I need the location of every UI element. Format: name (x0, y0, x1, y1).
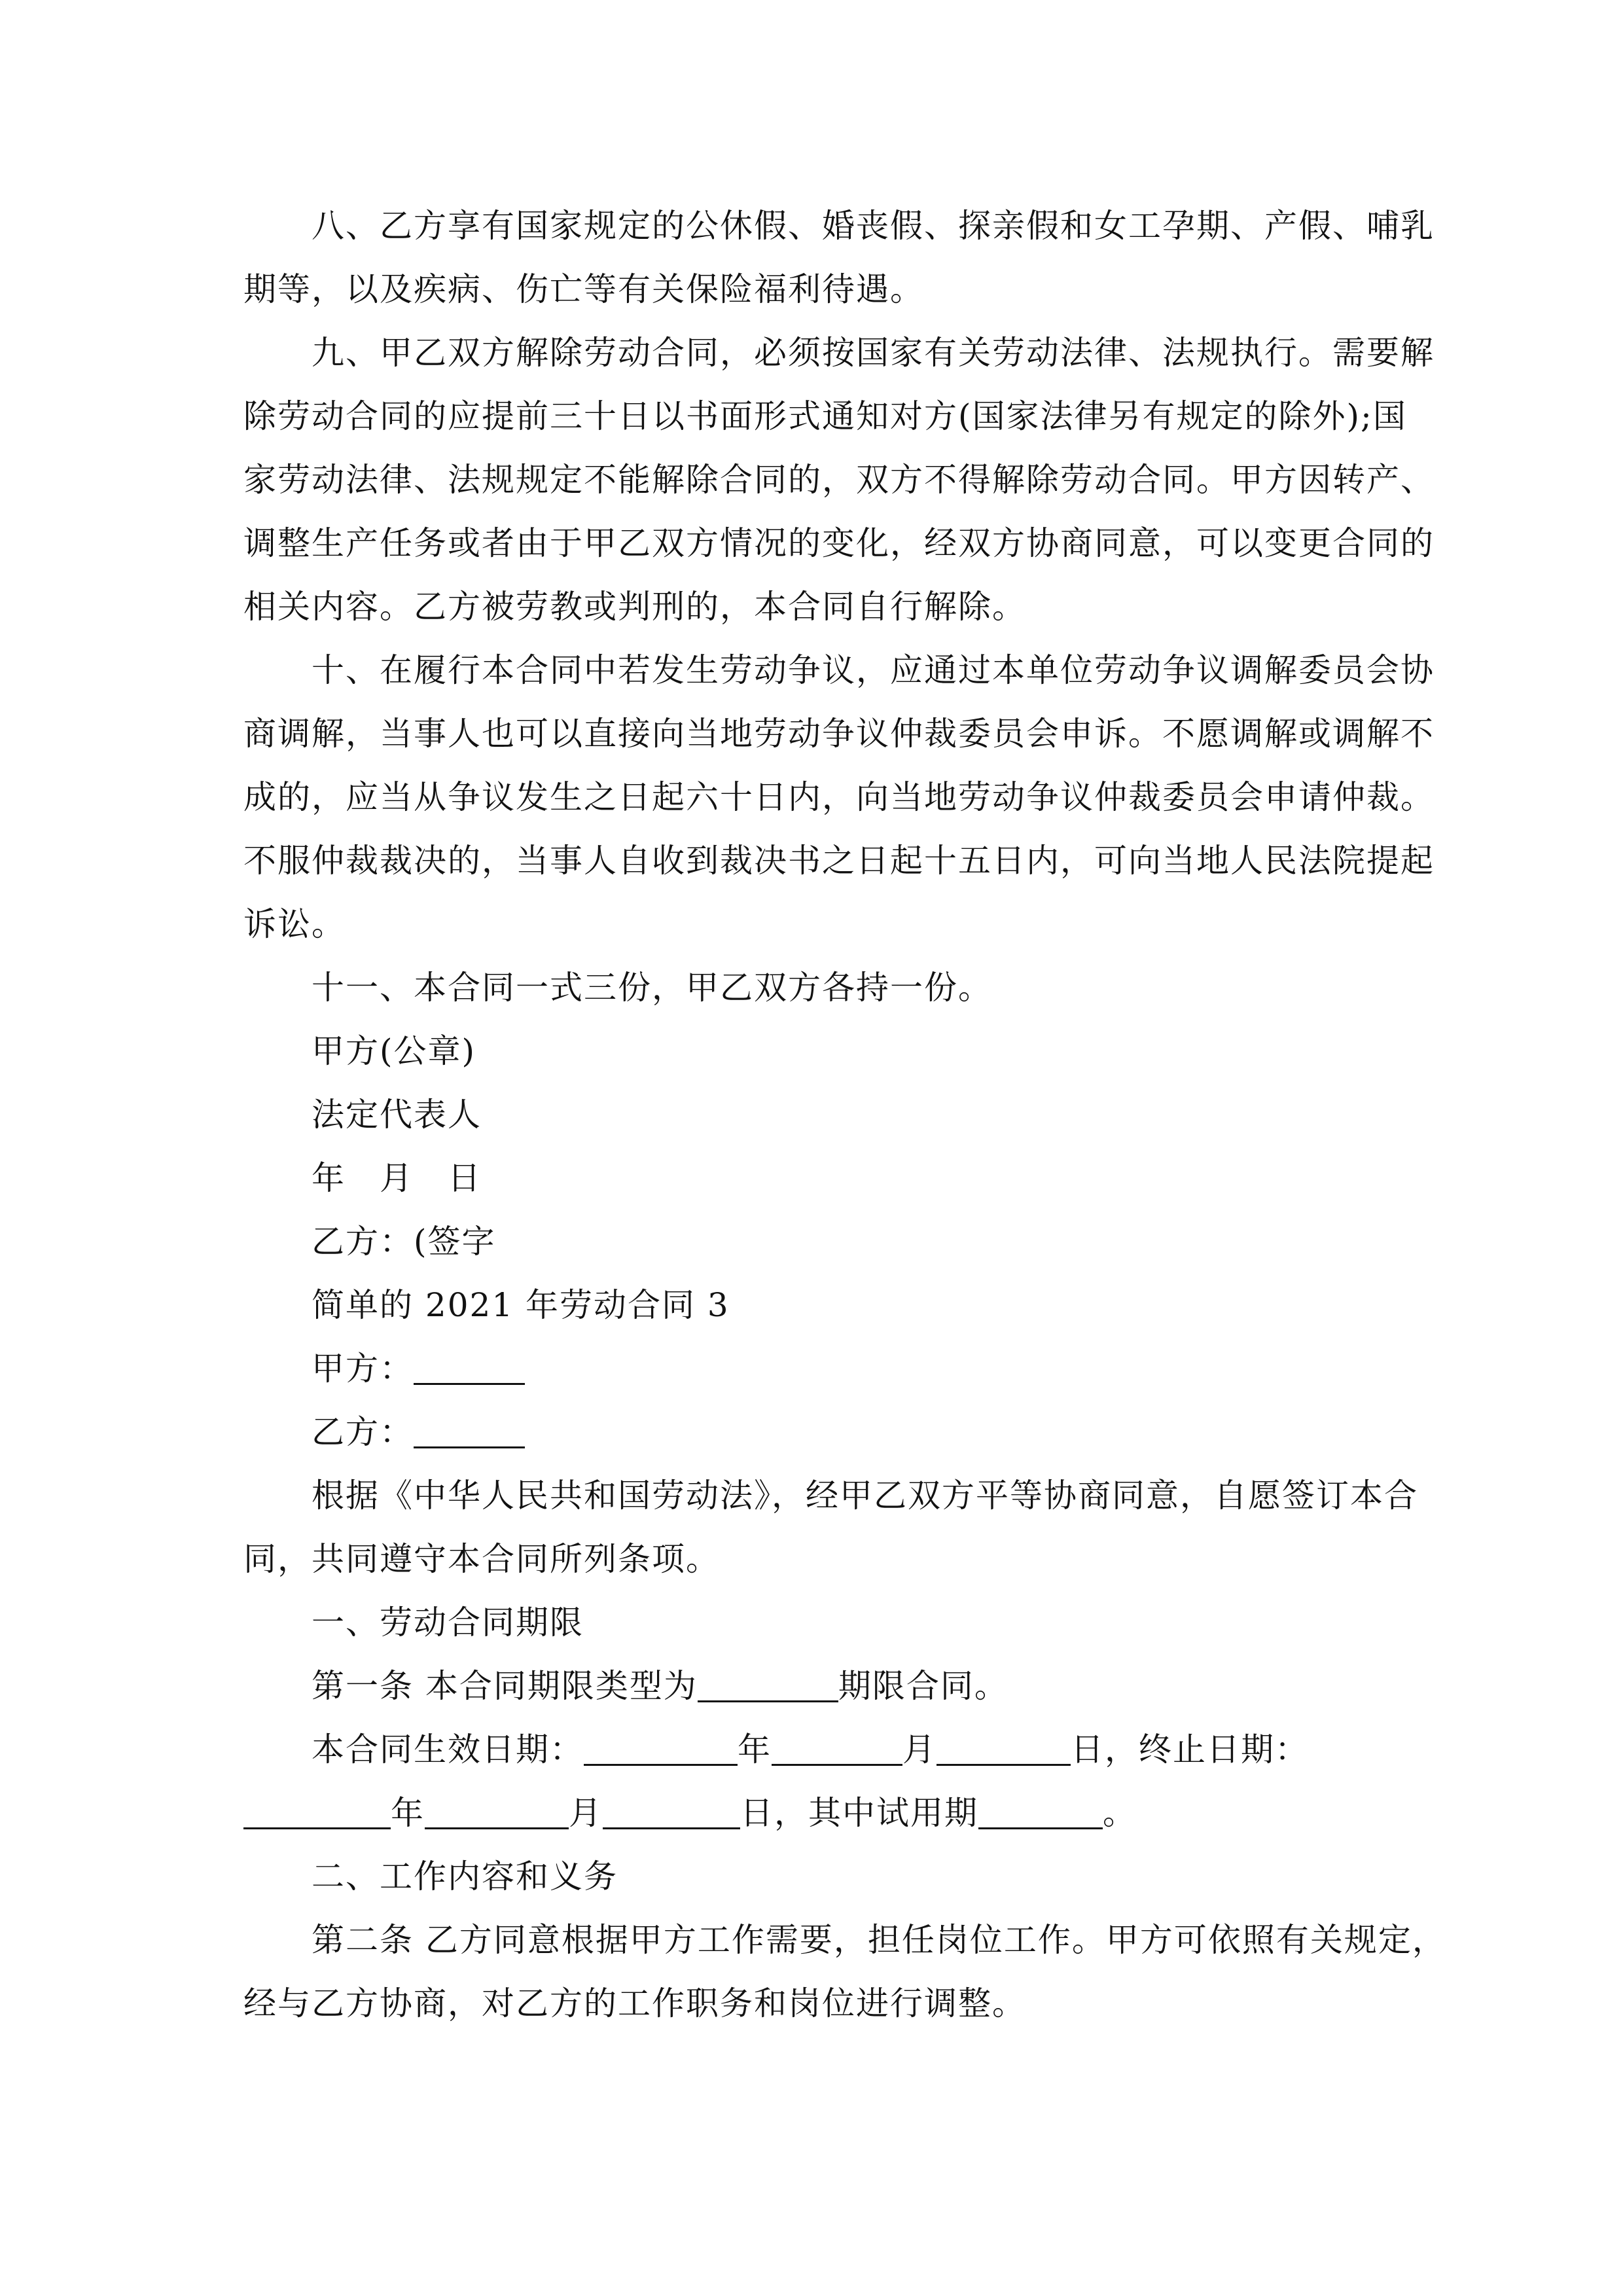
document-content (243, 194, 1446, 2036)
fill-in-blank (425, 1801, 569, 1829)
document-line: 商调解，当事人也可以直接向当地劳动争议仲裁委员会申诉。不愿调解或调解不 (243, 715, 1435, 753)
document-line: 二、工作内容和义务 (312, 1857, 618, 1895)
document-line: 一、劳动合同期限 (312, 1604, 584, 1641)
document-line: 诉讼。 (243, 905, 346, 943)
fill-in-blank (243, 1801, 391, 1829)
line-text: 月 (902, 1731, 936, 1768)
line-text: 年 (391, 1794, 425, 1832)
document-line: 期等，以及疾病、伤亡等有关保险福利待遇。 (243, 270, 924, 308)
document-line: 九、甲乙双方解除劳动合同，必须按国家有关劳动法律、法规执行。需要解 (312, 334, 1435, 372)
document-line: 同，共同遵守本合同所列条项。 (243, 1540, 720, 1578)
line-text: 年 (738, 1731, 772, 1768)
line-text: 月 (569, 1794, 603, 1832)
document-line: 八、乙方享有国家规定的公休假、婚丧假、探亲假和女工孕期、产假、哺乳 (312, 207, 1435, 245)
fill-in-blank (603, 1801, 740, 1829)
document-line: 除劳动合同的应提前三十日以书面形式通知对方(国家法律另有规定的除外);国 (243, 397, 1407, 435)
document-line (243, 1782, 1382, 1845)
line-text: 乙方： (312, 1413, 414, 1451)
document-line: 调整生产任务或者由于甲乙双方情况的变化，经双方协商同意，可以变更合同的 (243, 524, 1435, 562)
fill-in-blank (414, 1420, 525, 1448)
line-text: 本合同生效日期： (312, 1731, 584, 1768)
document-line: 不服仲裁裁决的，当事人自收到裁决书之日起十五日内，可向当地人民法院提起 (243, 842, 1435, 880)
fill-in-blank (936, 1738, 1071, 1766)
line-text: 。 (1103, 1794, 1137, 1832)
line-text: 日，其中试用期 (740, 1794, 978, 1832)
fill-in-blank (414, 1357, 525, 1385)
document-line (243, 1401, 1382, 1464)
fill-in-blank (772, 1738, 902, 1766)
line-text: 第一条 本合同期限类型为 (312, 1667, 698, 1705)
document-line: 十一、本合同一式三份，甲乙双方各持一份。 (312, 969, 992, 1007)
document-line: 乙方：(签字 (312, 1223, 496, 1261)
fill-in-blank (584, 1738, 738, 1766)
document-line: 家劳动法律、法规规定不能解除合同的，双方不得解除劳动合同。甲方因转产、 (243, 461, 1435, 499)
document-line: 简单的 2021 年劳动合同 3 (312, 1286, 730, 1324)
document-line: 经与乙方协商，对乙方的工作职务和岗位进行调整。 (243, 1984, 1026, 2022)
document-line: 成的，应当从争议发生之日起六十日内，向当地劳动争议仲裁委员会申请仲裁。 (243, 778, 1435, 816)
document-line: 甲方(公章) (312, 1032, 476, 1070)
document-line: 相关内容。乙方被劳教或判刑的，本合同自行解除。 (243, 588, 1026, 626)
line-text: 期限合同。 (838, 1667, 1008, 1705)
document-line: 第二条 乙方同意根据甲方工作需要，担任岗位工作。甲方可依照有关规定， (312, 1921, 1446, 1959)
fill-in-blank (698, 1674, 838, 1702)
line-text: 日，终止日期： (1071, 1731, 1309, 1768)
document-line (243, 1655, 1382, 1718)
document-line (243, 1718, 1382, 1782)
document-line: 年 月 日 (312, 1159, 482, 1197)
fill-in-blank (978, 1801, 1103, 1829)
document-line: 根据《中华人民共和国劳动法》，经甲乙双方平等协商同意，自愿签订本合 (312, 1477, 1418, 1515)
document-line: 十、在履行本合同中若发生劳动争议，应通过本单位劳动争议调解委员会协 (312, 651, 1435, 689)
line-text: 甲方： (312, 1350, 414, 1388)
document-line (243, 1337, 1382, 1401)
document-line: 法定代表人 (312, 1096, 482, 1134)
